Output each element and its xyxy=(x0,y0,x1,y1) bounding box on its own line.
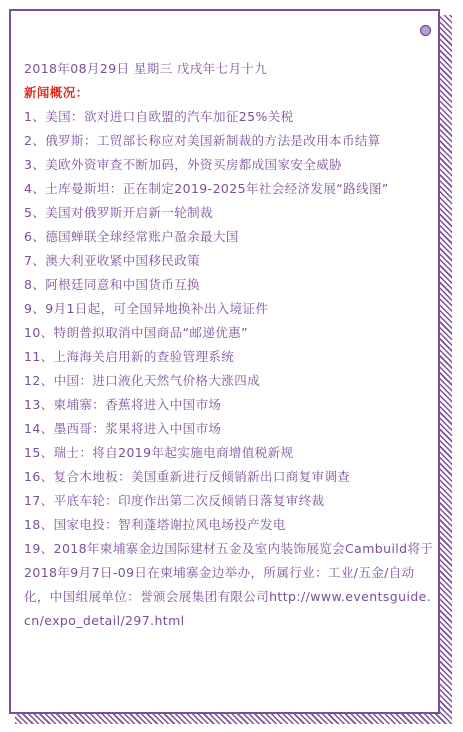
news-item: 6、德国蝉联全球经常账户盈余最大国 xyxy=(24,229,239,244)
news-item: 3、美欧外资审查不断加码，外资买房都成国家安全威胁 xyxy=(24,157,342,172)
news-item: 11、上海海关启用新的查验管理系统 xyxy=(24,349,235,364)
news-item: 18、国家电投：智利蓬塔谢拉风电场投产发电 xyxy=(24,517,286,532)
news-item: 2、俄罗斯：工贸部长称应对美国新制裁的方法是改用本币结算 xyxy=(24,133,381,148)
news-item: 17、平底车轮：印度作出第二次反倾销日落复审终裁 xyxy=(24,493,325,508)
news-item: 4、土库曼斯坦：正在制定2019-2025年社会经济发展“路线图” xyxy=(24,181,389,196)
circle-dot-icon xyxy=(420,25,431,36)
news-item: 7、澳大利亚收紧中国移民政策 xyxy=(24,253,201,268)
news-item: 12、中国：进口液化天然气价格大涨四成 xyxy=(24,373,261,388)
news-heading: 新闻概况： xyxy=(24,85,89,100)
news-item: 15、瑞士：将自2019年起实施电商增值税新规 xyxy=(24,445,294,460)
news-item: 5、美国对俄罗斯开启新一轮制裁 xyxy=(24,205,213,220)
news-item: 16、复合木地板：美国重新进行反倾销新出口商复审调查 xyxy=(24,469,351,484)
news-item: 19、2018年柬埔寨金边国际建材五金及室内装饰展览会Cambuild将于2018年9月7日-09日在柬埔寨金边举办，所属行业：工业/五金/自动化，中国组展单位：誉颁会展集团有限公司http://www.eventsguide.cn/expo_detail/297.html xyxy=(24,541,434,628)
news-item: 1、美国：欲对进口自欧盟的汽车加征25%关税 xyxy=(24,109,294,124)
news-item: 8、阿根廷同意和中国货币互换 xyxy=(24,277,201,292)
news-item: 10、特朗普拟取消中国商品“邮递优惠” xyxy=(24,325,248,340)
news-card xyxy=(9,9,440,714)
news-item: 9、9月1日起，可全国异地换补出入境证件 xyxy=(24,301,269,316)
news-item: 13、柬埔寨：香蕉将进入中国市场 xyxy=(24,397,222,412)
date-line: 2018年08月29日 星期三 戊戌年七月十九 xyxy=(24,61,268,76)
news-item: 14、墨西哥：浆果将进入中国市场 xyxy=(24,421,222,436)
news-list xyxy=(24,105,436,633)
news-content xyxy=(24,57,436,633)
